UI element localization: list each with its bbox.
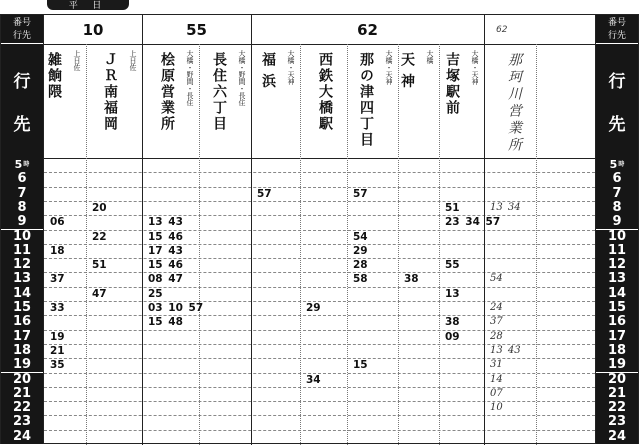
hour-label	[1, 272, 43, 286]
left-header-label	[1, 15, 43, 43]
hour-number: 23	[607, 414, 627, 430]
hour-label	[596, 373, 638, 387]
hour-number: 15	[12, 300, 32, 315]
hour-label	[1, 401, 43, 415]
left-dest-label	[1, 44, 43, 158]
hour-label	[1, 330, 43, 344]
hour-number: 16	[607, 314, 627, 330]
departure-minutes: 28	[353, 259, 368, 272]
destination-name: 西鉄大橋駅	[318, 52, 334, 132]
hour-label	[1, 187, 43, 201]
departure-minutes: 15	[353, 359, 368, 372]
hour-number: 14	[607, 285, 627, 301]
right-hour-column	[595, 14, 639, 444]
via-route: 大橋・天神	[385, 50, 392, 85]
hour-label	[1, 373, 43, 387]
route-number-header: 55	[186, 20, 207, 39]
dest-char: 先	[13, 115, 31, 134]
route-number-header: 62	[496, 24, 508, 35]
hour-label	[596, 315, 638, 329]
departure-minutes: 17 43	[148, 244, 183, 257]
hour-number: 19	[12, 357, 32, 373]
weekday-tab: 平 日	[47, 0, 129, 10]
hour-number: 23	[12, 414, 32, 430]
via-route: 大橋	[426, 50, 433, 64]
departure-minutes: 33	[50, 302, 65, 314]
timetable-row	[44, 287, 595, 301]
hour-label	[1, 387, 43, 401]
departure-minutes: 15 48	[148, 316, 183, 329]
hour-label	[596, 430, 638, 444]
hour-label	[596, 230, 638, 244]
column-header-c2	[86, 46, 142, 156]
departure-minutes: 51	[92, 259, 107, 272]
destination-name: ＪＲ南福岡	[103, 52, 119, 132]
hour-label	[1, 230, 43, 244]
hour-number: 11	[607, 242, 627, 258]
hour-label	[1, 158, 43, 172]
departure-minutes: 38	[404, 273, 419, 286]
departure-minutes: 13 43	[148, 216, 183, 229]
departure-minutes: 08 47	[148, 273, 183, 286]
departure-minutes: 58	[353, 273, 368, 286]
destination-name: 雑餉隈	[47, 52, 63, 100]
departure-minutes: 25	[148, 287, 163, 300]
departure-minutes: 31	[490, 359, 503, 371]
timetable-row	[44, 415, 595, 429]
hour-number: 7	[17, 185, 27, 201]
column-header-c7	[347, 46, 398, 156]
hour-number: 12	[607, 257, 627, 273]
timetable-row	[44, 315, 595, 329]
hour-label	[596, 415, 638, 429]
hour-label	[1, 258, 43, 272]
departure-minutes: 37	[50, 273, 65, 286]
hour-label	[596, 187, 638, 201]
hour-label	[1, 430, 43, 444]
hour-label	[596, 272, 638, 286]
timetable-row	[44, 215, 595, 229]
departure-minutes: 13 43	[490, 344, 521, 356]
direction-label: 行先	[12, 30, 31, 40]
departure-minutes: 57	[257, 187, 272, 200]
hour-number: 10	[12, 228, 32, 244]
column-header-c3	[142, 46, 199, 156]
column-header-c6	[300, 46, 347, 156]
departure-minutes: 37	[490, 316, 503, 328]
departure-minutes: 19	[50, 330, 65, 343]
hour-label	[1, 244, 43, 258]
hour-label	[1, 415, 43, 429]
hour-label	[1, 358, 43, 372]
timetable-row	[44, 401, 595, 415]
hour-label	[596, 401, 638, 415]
departure-minutes: 20	[92, 201, 107, 214]
timetable-row	[44, 344, 595, 358]
hour-number: 16	[12, 314, 32, 330]
hour-label	[596, 344, 638, 358]
departure-minutes: 35	[50, 359, 65, 372]
departure-minutes: 28	[490, 330, 503, 342]
hour-label	[596, 201, 638, 215]
hour-number: 20	[607, 371, 627, 387]
departure-minutes: 22	[92, 230, 107, 243]
destination-name: 長住六丁目	[212, 52, 228, 132]
destination-name: 福 浜	[261, 52, 277, 90]
destination-name: 那の津四丁目	[359, 52, 375, 148]
hour-number: 21	[12, 385, 32, 401]
dest-char: 先	[608, 115, 626, 134]
hour-number: 20	[12, 371, 32, 387]
hour-label	[596, 215, 638, 229]
departure-minutes: 13 34	[490, 201, 521, 213]
dest-char: 行	[608, 72, 626, 91]
timetable-row	[44, 172, 595, 186]
hour-number: 5	[609, 158, 618, 171]
timetable-row	[44, 358, 595, 372]
route-no-label: 番号	[607, 17, 626, 27]
timetable-row	[44, 387, 595, 401]
hour-label	[596, 158, 638, 172]
column-header-c9	[439, 46, 484, 156]
hour-label	[596, 172, 638, 186]
destination-name: 桧原営業所	[160, 52, 176, 132]
hour-number: 14	[12, 285, 32, 301]
left-hour-column	[0, 14, 44, 444]
timetable-row	[44, 430, 595, 444]
timetable-row	[44, 330, 595, 344]
hour-label	[1, 287, 43, 301]
timetable-row	[44, 258, 595, 272]
departure-minutes: 06	[50, 216, 65, 229]
hour-number: 24	[607, 428, 627, 444]
hour-label	[1, 172, 43, 186]
route-number-header: 10	[82, 20, 104, 39]
timetable-row	[44, 158, 595, 172]
departure-minutes: 21	[50, 344, 65, 357]
hour-number: 18	[12, 342, 32, 358]
departure-minutes: 14	[490, 373, 503, 385]
column-header-c10	[484, 46, 536, 156]
via-route: 大橋・野間・長住	[238, 50, 245, 106]
departure-minutes: 55	[445, 259, 460, 272]
hour-number: 7	[612, 185, 622, 201]
hour-number: 8	[612, 199, 622, 215]
hour-number: 22	[12, 400, 32, 416]
column-header-c1	[48, 46, 86, 156]
timetable-row	[44, 373, 595, 387]
hour-number: 13	[12, 271, 32, 287]
header-divider	[44, 44, 595, 45]
timetable-row	[44, 301, 595, 315]
departure-minutes: 29	[306, 302, 321, 314]
hour-number: 17	[12, 328, 32, 344]
timetable-row	[44, 272, 595, 286]
hour-label	[596, 287, 638, 301]
column-header-c4	[199, 46, 251, 156]
departure-minutes: 57	[353, 187, 368, 200]
departure-minutes: 24	[490, 302, 503, 313]
destination-name: 那珂川営業所	[507, 52, 523, 154]
hour-number: 9	[612, 214, 622, 230]
departure-minutes: 15 46	[148, 230, 183, 243]
hour-number: 8	[17, 199, 27, 215]
departure-minutes: 47	[92, 287, 107, 300]
timetable-row	[44, 230, 595, 244]
hour-label	[596, 330, 638, 344]
departure-minutes: 15 46	[148, 259, 183, 272]
via-route: 大橋・野間・長住	[186, 50, 193, 106]
direction-label: 行先	[607, 30, 626, 40]
route-number-header: 62	[357, 20, 378, 39]
hour-number: 5	[14, 158, 23, 171]
hour-number: 21	[607, 385, 627, 401]
hour-number: 18	[607, 342, 627, 358]
via-route: 上日佐	[129, 50, 136, 71]
departure-minutes: 10	[490, 402, 503, 414]
hour-label	[1, 215, 43, 229]
hour-suffix: 時	[23, 161, 30, 168]
hour-number: 11	[12, 242, 32, 258]
departure-minutes: 54	[490, 273, 503, 285]
destination-name: 吉塚駅前	[445, 52, 461, 116]
hour-label	[596, 387, 638, 401]
hour-suffix: 時	[618, 161, 625, 168]
hour-label	[596, 244, 638, 258]
departure-minutes: 51	[445, 201, 460, 214]
departure-minutes: 18	[50, 244, 65, 257]
hour-number: 15	[607, 300, 627, 315]
hour-number: 24	[12, 428, 32, 444]
departure-minutes: 03 10 57	[148, 302, 204, 314]
hour-number: 12	[12, 257, 32, 273]
departure-minutes: 34	[306, 373, 321, 386]
dest-char: 行	[13, 72, 31, 91]
hour-number: 19	[607, 357, 627, 373]
hour-label	[596, 301, 638, 315]
hour-number: 17	[607, 328, 627, 344]
right-header-label	[596, 15, 638, 43]
hour-label	[1, 315, 43, 329]
departure-minutes: 13	[445, 287, 460, 300]
hour-label	[596, 258, 638, 272]
departure-minutes: 29	[353, 244, 368, 257]
departure-minutes: 23 34 57	[445, 216, 501, 229]
hour-label	[1, 201, 43, 215]
departure-minutes: 54	[353, 230, 368, 243]
hour-label	[596, 358, 638, 372]
hour-number: 10	[607, 228, 627, 244]
timetable-row	[44, 244, 595, 258]
hour-number: 6	[612, 171, 622, 187]
hour-number: 13	[607, 271, 627, 287]
hour-label	[1, 301, 43, 315]
column-header-c5	[251, 46, 300, 156]
timetable-row	[44, 201, 595, 215]
hour-number: 22	[607, 400, 627, 416]
hour-label	[1, 344, 43, 358]
hour-number: 6	[17, 171, 27, 187]
departure-minutes: 09	[445, 330, 460, 343]
timetable	[44, 14, 595, 444]
hour-number: 9	[17, 214, 27, 230]
column-header-c8	[398, 46, 439, 156]
route-no-label: 番号	[12, 17, 31, 27]
departure-minutes: 07	[490, 387, 503, 399]
via-route: 大橋・天神	[471, 50, 478, 85]
via-route: 大橋・天神	[287, 50, 294, 85]
timetable-row	[44, 187, 595, 201]
via-route: 上日佐	[73, 50, 80, 71]
right-dest-label	[596, 44, 638, 158]
destination-name: 天 神	[400, 52, 416, 90]
departure-minutes: 38	[445, 316, 460, 329]
